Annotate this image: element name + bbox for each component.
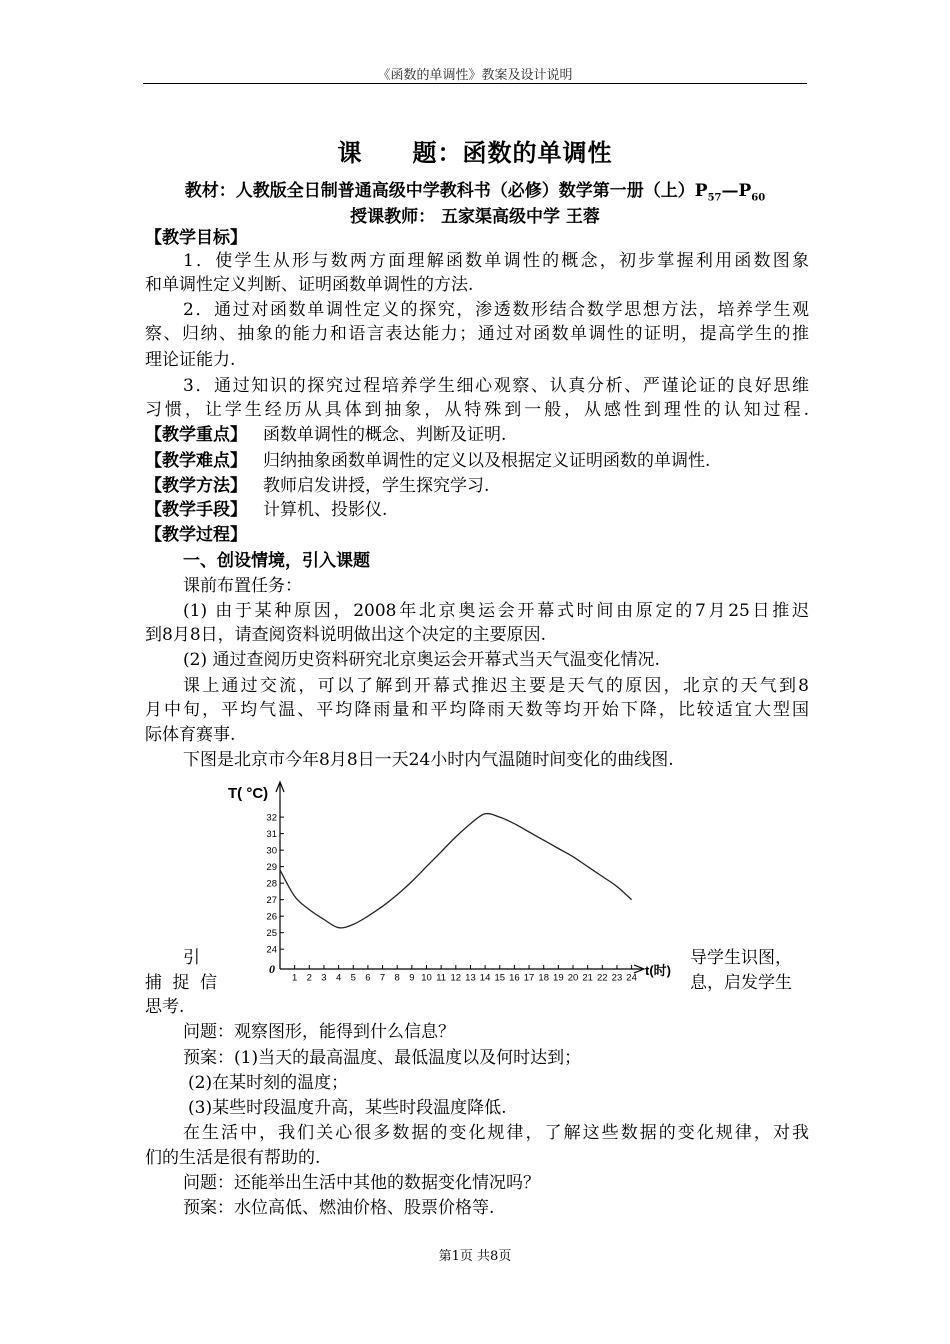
objective-2-line-3: 理论证能力.: [145, 350, 236, 370]
x-tick-label: 22: [597, 972, 608, 984]
answer-1-line-3: (3)某些时段温度升高，某些时段温度降低.: [188, 1098, 507, 1118]
y-axis-title: T( °C): [228, 785, 269, 802]
textbook-line: [143, 176, 807, 203]
x-tick-label: 23: [611, 972, 623, 984]
x-tick-label: 9: [409, 972, 415, 984]
means-row: [145, 498, 809, 522]
x-tick-label: 24: [626, 972, 637, 984]
x-tick-label: 1: [292, 972, 298, 984]
y-tick-label: 26: [266, 911, 277, 923]
means-label: 【教学手段】: [145, 500, 247, 520]
objective-2-line-2: 察、归纳、抽象的能力和语言表达能力；通过对函数单调性的证明，提高学生的推: [145, 324, 809, 344]
life-paragraph-line-2: 们的生活是很有帮助的.: [145, 1148, 321, 1168]
objective-1-line-1: 1．使学生从形与数两方面理解函数单调性的概念，初步掌握利用函数图象: [183, 251, 809, 271]
key-points-row: [145, 423, 809, 447]
task-1-line-1: (1) 由于某种原因，2008年北京奥运会开幕式时间由原定的7月25日推迟: [183, 601, 809, 621]
objective-3-line-2: 习惯，让学生经历从具体到抽象，从特殊到一般，从感性到理性的认知过程.: [145, 400, 809, 420]
figure-intro: 下图是北京市今年8月8日一天24小时内气温随时间变化的曲线图.: [183, 750, 674, 770]
x-tick-label: 13: [465, 972, 476, 984]
question-1: 问题：观察图形，能得到什么信息？: [183, 1022, 455, 1042]
x-axis-title: t(时): [645, 963, 671, 978]
key-points-label: 【教学重点】: [145, 425, 247, 445]
x-tick-label: 17: [523, 972, 535, 984]
wrap-text-right-1: 导学生识图，: [690, 948, 792, 968]
answer-1-line-2: (2)在某时刻的温度；: [188, 1073, 349, 1093]
x-tick-label: 14: [479, 972, 491, 984]
question-2: 问题：还能举出生活中其他的数据变化情况吗？: [183, 1173, 540, 1193]
x-tick-label: 21: [582, 972, 593, 984]
x-tick-label: 16: [509, 972, 520, 984]
task-2: (2) 通过查阅历史资料研究北京奥运会开幕式当天气温变化情况.: [183, 650, 660, 670]
answer-2: 预案：水位高低、燃油价格、股票价格等.: [183, 1198, 495, 1218]
x-tick-label: 20: [567, 972, 579, 984]
x-tick-label: 15: [494, 972, 506, 984]
temperature-line: [280, 814, 632, 928]
x-tick-label: 5: [350, 972, 356, 984]
wrap-text-left-1: 引: [183, 948, 200, 968]
difficulties-row: [145, 449, 809, 473]
y-tick-label: 24: [266, 944, 277, 956]
x-tick-label: 3: [321, 972, 327, 984]
process-label: 【教学过程】: [145, 525, 247, 545]
methods-text: 教师启发讲授，学生探究学习.: [263, 476, 490, 496]
y-tick-label: 25: [266, 928, 277, 940]
wrap-text-3: 思考.: [145, 997, 185, 1017]
key-points-text: 函数单调性的概念、判断及证明.: [263, 425, 507, 445]
x-tick-label: 19: [553, 972, 564, 984]
y-tick-label: 30: [266, 845, 277, 857]
teacher-line: 授课教师： 五家渠高级中学 王蓉: [350, 207, 600, 227]
y-tick-label: 28: [266, 878, 277, 890]
x-tick-label: 6: [365, 972, 371, 984]
x-tick-label: 8: [394, 972, 400, 984]
page-header: 《函数的单调性》教案及设计说明: [377, 68, 573, 83]
x-tick-label: 18: [538, 972, 549, 984]
x-tick-label: 4: [335, 972, 342, 984]
methods-row: [145, 474, 809, 498]
doc-title: 课 题：函数的单调性: [337, 138, 613, 167]
methods-label: 【教学方法】: [145, 476, 247, 496]
class-paragraph-line-3: 际体育赛事.: [145, 725, 236, 745]
life-paragraph-line-1: 在生活中，我们关心很多数据的变化规律，了解这些数据的变化规律，对我: [183, 1123, 809, 1143]
textbook-text: 教材：人教版全日制普通高级中学教科书（必修）数学第一册（上）: [184, 181, 695, 201]
y-tick-label: 31: [266, 829, 277, 841]
x-tick-label: 12: [450, 972, 462, 984]
x-tick-label: 7: [379, 972, 386, 984]
wrap-text-left-2: 捕 捉 信: [145, 973, 217, 993]
wrap-text-right-2: 息，启发学生: [690, 973, 792, 993]
means-text: 计算机、投影仪.: [263, 500, 388, 520]
temperature-chart: [222, 778, 682, 988]
objective-1-line-2: 和单调性定义判断、证明函数单调性的方法.: [145, 275, 474, 295]
y-tick-label: 32: [266, 812, 277, 824]
class-paragraph-line-1: 课上通过交流，可以了解到开幕式推迟主要是天气的原因，北京的天气到8: [183, 676, 809, 696]
task-intro: 课前布置任务：: [183, 576, 302, 596]
x-tick-label: 10: [421, 972, 432, 984]
y-tick-label: 27: [266, 895, 277, 907]
objectives-label: 【教学目标】: [145, 228, 247, 248]
page-range: $P_{57}—P_{60}$: [694, 181, 766, 204]
objective-2-line-1: 2．通过对函数单调性定义的探究，渗透数形结合数学思想方法，培养学生观: [183, 300, 809, 320]
task-1-line-2: 到8月8日，请查阅资料说明做出这个决定的主要原因.: [145, 625, 547, 645]
header-rule: [143, 83, 807, 84]
difficulties-label: 【教学难点】: [145, 451, 247, 471]
difficulties-text: 归纳抽象函数单调性的定义以及根据定义证明函数的单调性.: [263, 451, 711, 471]
x-tick-label: 11: [436, 972, 447, 984]
class-paragraph-line-2: 月中旬，平均气温、平均降雨量和平均降雨天数等均开始下降，比较适宜大型国: [145, 700, 809, 720]
origin-label: 0: [269, 962, 275, 976]
x-tick-label: 2: [306, 972, 312, 984]
y-tick-label: 29: [266, 862, 277, 874]
process-heading-1: 一、创设情境，引入课题: [183, 551, 370, 571]
objective-3-line-1: 3．通过知识的探究过程培养学生细心观察、认真分析、严谨论证的良好思维: [183, 376, 809, 396]
answer-1-line-1: 预案：(1)当天的最高温度、最低温度以及何时达到；: [183, 1048, 582, 1068]
page-footer: 第1页 共8页: [438, 1249, 512, 1264]
